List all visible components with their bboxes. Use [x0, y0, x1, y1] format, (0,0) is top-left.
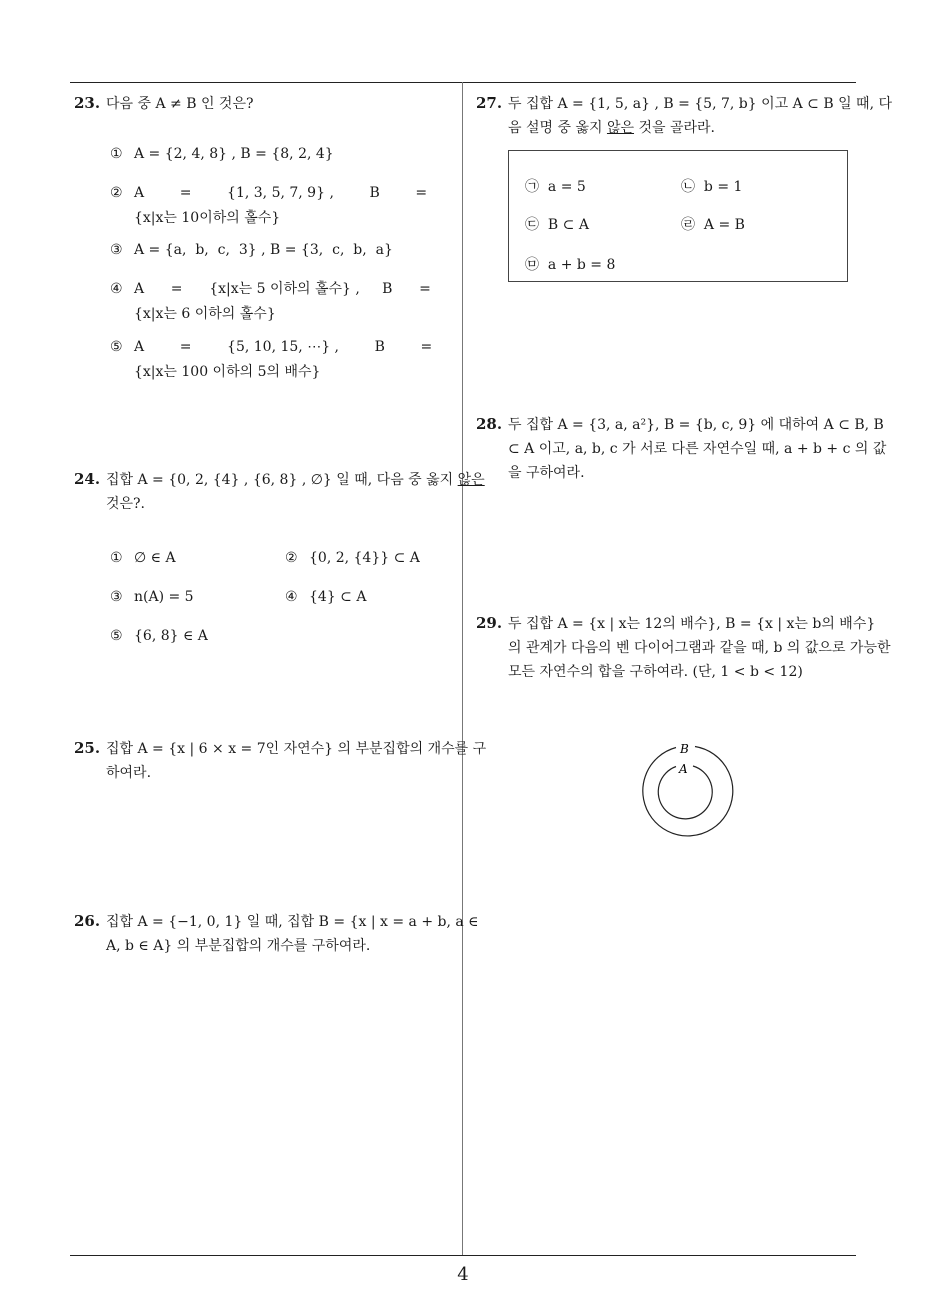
question-number: 26.: [74, 912, 101, 930]
venn-diagram: [630, 740, 740, 840]
venn-outer-circle-b: [643, 747, 733, 836]
q23-option-4[interactable]: ④ A = {x|x는 5 이하의 홀수} , B = {x|x는 6 이하의 홀수}: [110, 281, 431, 322]
venn-label-b: B: [680, 742, 689, 756]
page-number: 4: [457, 1264, 469, 1285]
question-28: [476, 412, 892, 485]
bottom-rule: [70, 1255, 856, 1256]
column-divider: [462, 82, 463, 1256]
q23-option-1[interactable]: ① A = {2, 4, 8} , B = {8, 2, 4}: [110, 146, 334, 162]
underlined-word: 않은: [606, 120, 635, 136]
question-number: 23.: [74, 94, 101, 112]
q24-option-4[interactable]: ④ {4} ⊂ A: [285, 589, 367, 605]
q23-option-5[interactable]: ⑤ A = {5, 10, 15, ⋯} , B = {x|x는 100 이하의 5의 배수}: [110, 339, 433, 380]
q24-option-5[interactable]: ⑤ {6, 8} ∈ A: [110, 628, 208, 644]
question-29: [476, 611, 892, 684]
underlined-word: 않은: [457, 472, 485, 488]
question-number: 29.: [476, 614, 503, 632]
question-stem: 집합 A = {−1, 0, 1} 일 때, 집합 B = {x | x = a + b, a ∈ A, b ∈ A} 의 부분집합의 개수를 구하여라.: [106, 914, 479, 954]
top-rule: [70, 82, 856, 83]
question-stem: 두 집합 A = {3, a, a²}, B = {b, c, 9} 에 대하여 A ⊂ B, B ⊂ A 이고, a, b, c 가 서로 다른 자연수일 때, a + b + c 의 값을 구하여라.: [508, 417, 887, 481]
q23-option-2[interactable]: ② A = {1, 3, 5, 7, 9} , B = {x|x는 10이하의 홀수}: [110, 185, 428, 226]
q24-option-1[interactable]: ① ∅ ∈ A: [110, 550, 176, 566]
question-26: [74, 909, 490, 958]
venn-label-a: A: [679, 762, 688, 776]
q27-item-3: ㉢ B ⊂ A: [525, 217, 589, 233]
question-number: 27.: [476, 94, 503, 112]
q27-item-5: ㉤ a + b = 8: [525, 257, 616, 273]
question-23: [74, 91, 490, 116]
question-number: 25.: [74, 739, 101, 757]
question-stem: 두 집합 A = {x | x는 12의 배수}, B = {x | x는 b의 배수} 의 관계가 다음의 벤 다이어그램과 같을 때, b 의 값으로 가능한 모든 자연수의 합을 구하여라. (단, 1 < b < 12): [508, 616, 891, 680]
question-stem: 집합 A = {x | 6 × x = 7인 자연수} 의 부분집합의 개수를 구하여라.: [106, 741, 487, 781]
question-25: [74, 736, 490, 785]
question-number: 28.: [476, 415, 503, 433]
q27-statement-box: [508, 150, 848, 282]
q24-option-2[interactable]: ② {0, 2, {4}} ⊂ A: [285, 550, 420, 566]
question-number: 24.: [74, 470, 101, 488]
question-24: 24. 집합 A = {0, 2, {4} , {6, 8} , ∅} 일 때, 다음 중 옳지 않은 것은?.: [74, 467, 490, 516]
question-stem: 다음 중 A ≠ B 인 것은?: [106, 96, 254, 112]
q27-item-4: ㉣ A = B: [681, 217, 745, 233]
q24-option-3[interactable]: ③ n(A) = 5: [110, 589, 194, 605]
q23-option-3[interactable]: ③ A = {a, b, c, 3} , B = {3, c, b, a}: [110, 242, 393, 258]
q27-item-1: ㉠ a = 5: [525, 179, 586, 195]
question-27: 27. 두 집합 A = {1, 5, a} , B = {5, 7, b} 이고 A ⊂ B 일 때, 다음 설명 중 옳지 않은 것을 골라라.: [476, 91, 892, 140]
q27-item-2: ㉡ b = 1: [681, 179, 743, 195]
